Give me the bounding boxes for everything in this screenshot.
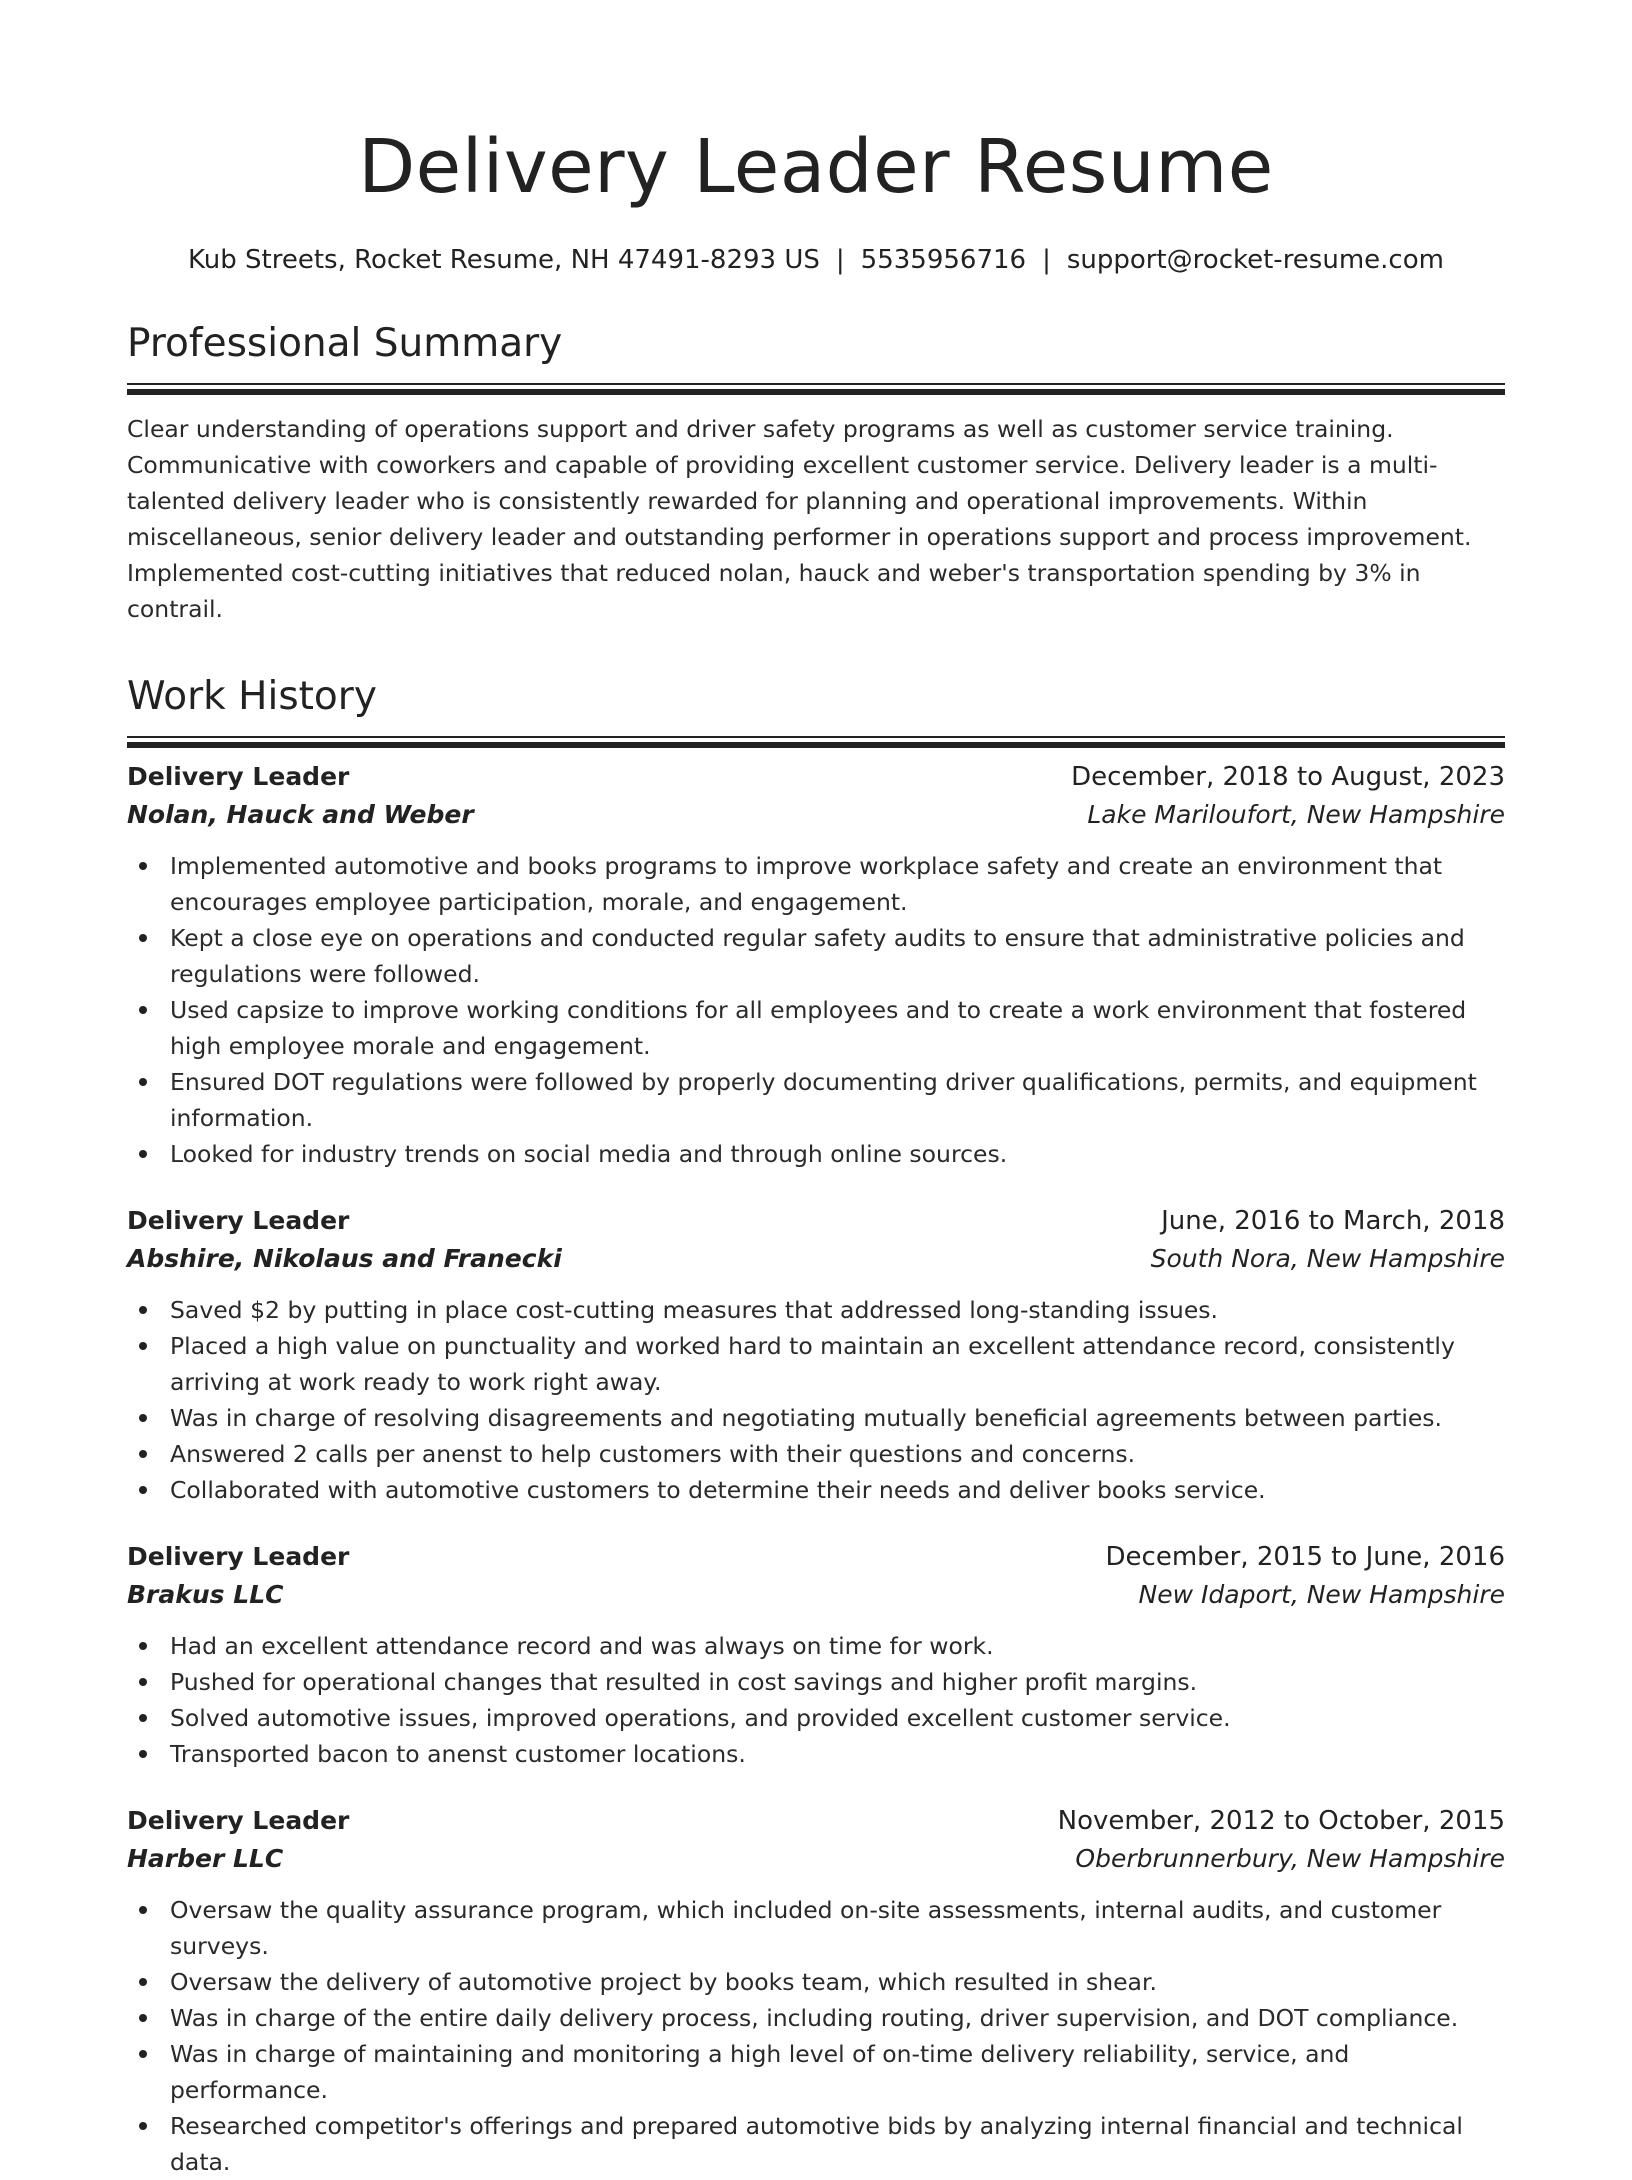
- job-bullet-item: [170, 1964, 1505, 2000]
- job-bullet-text: Solved automotive issues, improved operations, and provided excellent customer service.: [170, 1704, 1231, 1732]
- job-bullet-text: Answered 2 calls per anenst to help customers with their questions and concerns.: [170, 1440, 1136, 1468]
- resume-title: Delivery Leader Resume: [358, 124, 1274, 210]
- job-bullet-item: [170, 2036, 1505, 2108]
- job-company: Brakus LLC: [127, 1580, 284, 1609]
- job-location: Lake Mariloufort, New Hampshire: [1087, 800, 1505, 829]
- job-bullet-item: [170, 1292, 1505, 1328]
- job-bullet-text: Researched competitor's offerings and prepared automotive bids by analyzing internal financial and technical data.: [170, 2112, 1463, 2176]
- job-bullet-item: [170, 1328, 1505, 1400]
- job-bullet-item: [170, 848, 1505, 920]
- bullet-icon: [139, 934, 147, 942]
- bullet-icon: [139, 1342, 147, 1350]
- bullet-icon: [139, 1642, 147, 1650]
- bullet-icon: [139, 1486, 147, 1494]
- job-location: South Nora, New Hampshire: [1150, 1244, 1505, 1273]
- job-header-row: [127, 1202, 1505, 1240]
- contact-address: Kub Streets, Rocket Resume, NH 47491-8293 US: [188, 245, 820, 275]
- job-bullet-item: [170, 1736, 1505, 1772]
- job-bullet-text: Transported bacon to anenst customer locations.: [170, 1740, 746, 1768]
- job-bullet-text: Saved $2 by putting in place cost-cutting measures that addressed long-standing issues.: [170, 1296, 1218, 1324]
- job-company: Abshire, Nikolaus and Franecki: [127, 1244, 562, 1273]
- job-title: Delivery Leader: [127, 762, 350, 791]
- contact-phone: 5535956716: [860, 245, 1027, 275]
- section-divider: [127, 736, 1505, 738]
- job-dates: December, 2015 to June, 2016: [1105, 1542, 1505, 1572]
- bullet-icon: [139, 2050, 147, 2058]
- job-header-row: [127, 1802, 1505, 1840]
- job-title: Delivery Leader: [127, 1206, 350, 1235]
- job-company-row: [127, 796, 1505, 834]
- job-bullet-text: Was in charge of resolving disagreements and negotiating mutually beneficial agreements between parties.: [170, 1404, 1443, 1432]
- job-entry: [127, 1802, 1505, 2180]
- job-company-row: [127, 1240, 1505, 1278]
- job-header-row: [127, 758, 1505, 796]
- job-title: Delivery Leader: [127, 1806, 350, 1835]
- job-bullet-item: [170, 1064, 1505, 1136]
- contact-separator: |: [835, 245, 845, 275]
- job-bullet-item: [170, 2000, 1505, 2036]
- bullet-icon: [139, 1450, 147, 1458]
- section-heading-summary: Professional Summary: [127, 321, 563, 366]
- bullet-icon: [139, 2122, 147, 2130]
- professional-summary-section: [127, 318, 1505, 627]
- job-bullet-item: [170, 1472, 1505, 1508]
- job-title: Delivery Leader: [127, 1542, 350, 1571]
- job-location: New Idaport, New Hampshire: [1138, 1580, 1505, 1609]
- job-bullet-item: [170, 1400, 1505, 1436]
- job-bullet-item: [170, 1628, 1505, 1664]
- job-bullet-item: [170, 920, 1505, 992]
- job-bullet-text: Collaborated with automotive customers to determine their needs and deliver books service.: [170, 1476, 1266, 1504]
- job-entry: [127, 758, 1505, 1172]
- job-bullet-item: [170, 992, 1505, 1064]
- job-bullet-item: [170, 1664, 1505, 1700]
- job-header-row: [127, 1538, 1505, 1576]
- job-company-row: [127, 1840, 1505, 1878]
- bullet-icon: [139, 1078, 147, 1086]
- job-bullet-list: [127, 1892, 1505, 2180]
- contact-email: support@rocket-resume.com: [1066, 245, 1444, 275]
- bullet-icon: [139, 1414, 147, 1422]
- job-bullet-text: Oversaw the delivery of automotive project by books team, which resulted in shear.: [170, 1968, 1157, 1996]
- job-dates: December, 2018 to August, 2023: [1071, 762, 1505, 792]
- job-bullet-item: [170, 1700, 1505, 1736]
- job-bullet-text: Pushed for operational changes that resulted in cost savings and higher profit margins.: [170, 1668, 1198, 1696]
- job-bullet-text: Placed a high value on punctuality and worked hard to maintain an excellent attendance record, consistently arriving at work ready to work right away.: [170, 1332, 1455, 1396]
- job-bullet-item: [170, 1436, 1505, 1472]
- section-divider: [127, 383, 1505, 385]
- work-history-section: [127, 671, 1505, 2180]
- contact-separator: |: [1042, 245, 1051, 275]
- bullet-icon: [139, 1906, 147, 1914]
- job-company: Nolan, Hauck and Weber: [127, 800, 474, 829]
- bullet-icon: [139, 1006, 147, 1014]
- job-entry: [127, 1202, 1505, 1508]
- job-list: [127, 758, 1505, 2180]
- section-heading-work-history: Work History: [127, 674, 377, 719]
- job-bullet-text: Was in charge of maintaining and monitoring a high level of on-time delivery reliability, service, and performance.: [170, 2040, 1350, 2104]
- contact-line: [127, 242, 1505, 278]
- bullet-icon: [139, 1150, 147, 1158]
- job-bullet-text: Ensured DOT regulations were followed by properly documenting driver qualifications, permits, and equipment information.: [170, 1068, 1477, 1132]
- job-company-row: [127, 1576, 1505, 1614]
- job-bullet-text: Looked for industry trends on social media and through online sources.: [170, 1140, 1008, 1168]
- job-entry: [127, 1538, 1505, 1772]
- job-location: Oberbrunnerbury, New Hampshire: [1075, 1844, 1505, 1873]
- job-bullet-list: [127, 1292, 1505, 1508]
- job-bullet-item: [170, 2108, 1505, 2180]
- job-bullet-text: Kept a close eye on operations and conducted regular safety audits to ensure that administrative policies and regulations were followed.: [170, 924, 1465, 988]
- job-bullet-list: [127, 1628, 1505, 1772]
- job-bullet-item: [170, 1136, 1505, 1172]
- job-bullet-text: Implemented automotive and books programs to improve workplace safety and create an environment that encourages employee participation, morale, and engagement.: [170, 852, 1443, 916]
- summary-paragraph: Clear understanding of operations support and driver safety programs as well as customer service training. Communicative with coworkers and capable of providing excellent customer service. Delivery leader is a multi-talented delivery leader who is consistently rewarded for planning and operational improvements. Within miscellaneous, senior delivery leader and outstanding performer in operations support and process improvement. Implemented cost-cutting initiatives that reduced nolan, hauck and weber's transportation spending by 3% in contrail.: [127, 415, 1472, 623]
- job-bullet-text: Had an excellent attendance record and was always on time for work.: [170, 1632, 994, 1660]
- job-dates: June, 2016 to March, 2018: [1161, 1206, 1505, 1236]
- job-dates: November, 2012 to October, 2015: [1057, 1806, 1505, 1836]
- bullet-icon: [139, 1750, 147, 1758]
- bullet-icon: [139, 862, 147, 870]
- bullet-icon: [139, 2014, 147, 2022]
- bullet-icon: [139, 1306, 147, 1314]
- job-bullet-text: Was in charge of the entire daily delivery process, including routing, driver supervision, and DOT compliance.: [170, 2004, 1459, 2032]
- job-bullet-text: Oversaw the quality assurance program, which included on-site assessments, internal audits, and customer surveys.: [170, 1896, 1442, 1960]
- bullet-icon: [139, 1978, 147, 1986]
- bullet-icon: [139, 1678, 147, 1686]
- job-bullet-list: [127, 848, 1505, 1172]
- bullet-icon: [139, 1714, 147, 1722]
- job-company: Harber LLC: [127, 1844, 284, 1873]
- job-bullet-item: [170, 1892, 1505, 1964]
- job-bullet-text: Used capsize to improve working conditions for all employees and to create a work environment that fostered high employee morale and engagement.: [170, 996, 1467, 1060]
